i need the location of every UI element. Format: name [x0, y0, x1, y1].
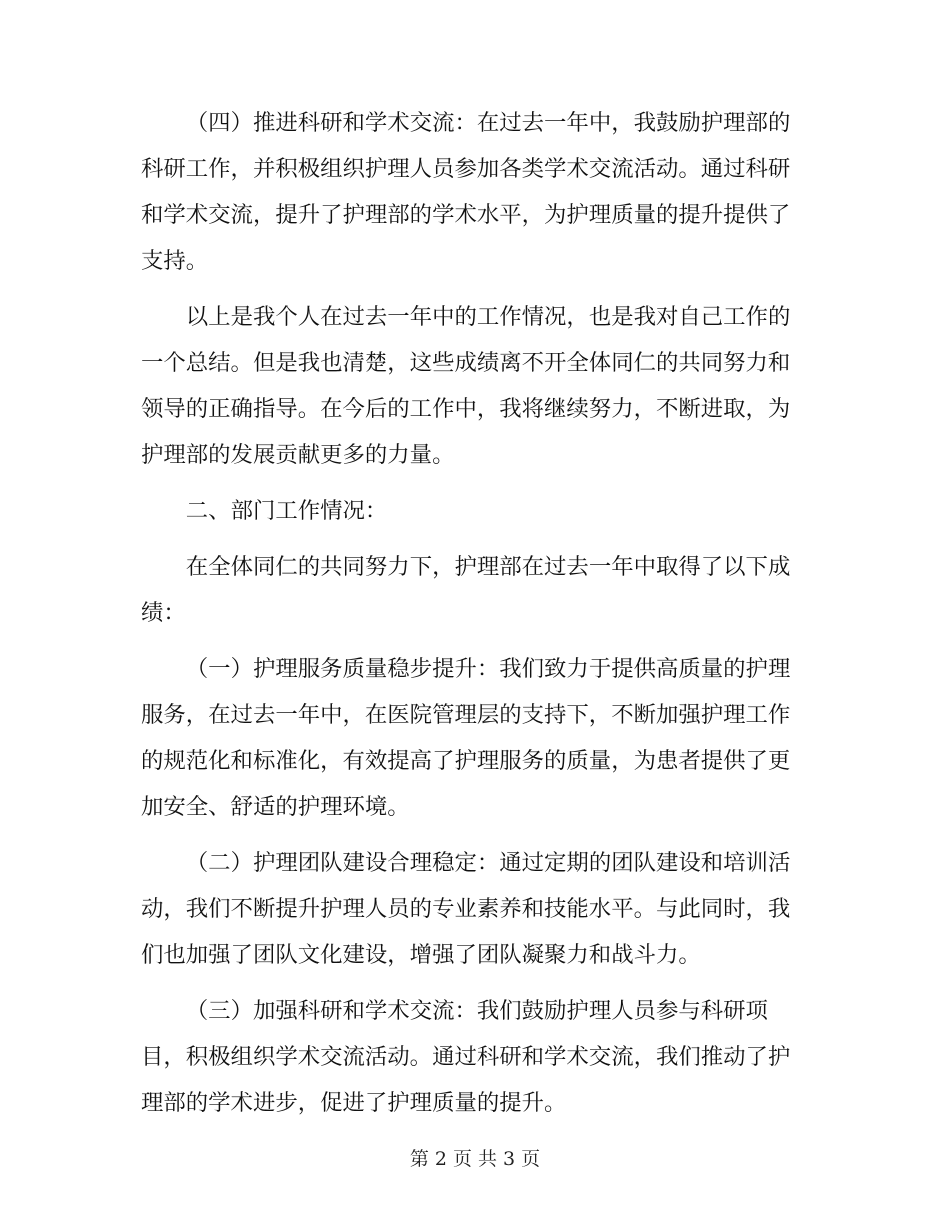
paragraph-academic-exchange: （三）加强科研和学术交流：我们鼓励护理人员参与科研项目，积极组织学术交流活动。通过科研和学术交流，我们推动了护理部的学术进步，促进了护理质量的提升。 — [141, 998, 791, 1116]
section-heading-department-work: 二、部门工作情况： — [185, 498, 388, 524]
paragraph-team-building: （二）护理团队建设合理稳定：通过定期的团队建设和培训活动，我们不断提升护理人员的专业素养和技能水平。与此同时，我们也加强了团队文化建设，增强了团队凝聚力和战斗力。 — [141, 850, 791, 968]
paragraph-service-quality: （一）护理服务质量稳步提升：我们致力于提供高质量的护理服务，在过去一年中，在医院管理层的支持下，不断加强护理工作的规范化和标准化，有效提高了护理服务的质量，为患者提供了更加安全、舒适的护理环境。 — [141, 656, 791, 820]
page-number-footer: 第 2 页 共 3 页 — [409, 1148, 541, 1170]
document-body — [141, 100, 801, 1136]
paragraph-personal-summary: 以上是我个人在过去一年中的工作情况，也是我对自己工作的一个总结。但是我也清楚，这些成绩离不开全体同仁的共同努力和领导的正确指导。在今后的工作中，我将继续努力，不断进取，为护理部的发展贡献更多的力量。 — [141, 304, 791, 468]
paragraph-department-intro: 在全体同仁的共同努力下，护理部在过去一年中取得了以下成绩： — [141, 554, 791, 626]
paragraph-research-exchange: （四）推进科研和学术交流：在过去一年中，我鼓励护理部的科研工作，并积极组织护理人员参加各类学术交流活动。通过科研和学术交流，提升了护理部的学术水平，为护理质量的提升提供了支持。 — [141, 110, 791, 274]
